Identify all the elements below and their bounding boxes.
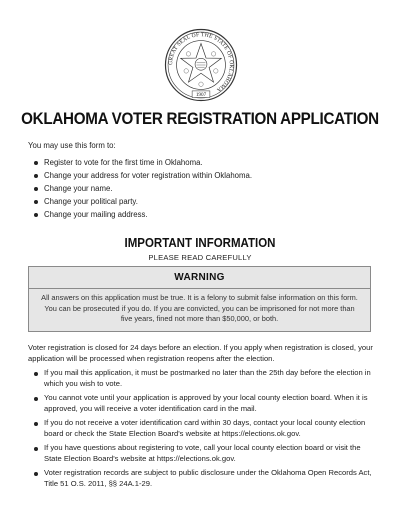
list-item: Change your name.: [34, 182, 252, 195]
intro-text: You may use this form to:: [28, 141, 116, 150]
warning-box: [28, 266, 371, 332]
uses-list: [34, 156, 252, 221]
warning-heading: WARNING: [174, 272, 225, 283]
list-item: Change your address for voter registration within Oklahoma.: [34, 169, 252, 182]
seal-ring-text: GREAT SEAL OF THE STATE OF OKLAHOMA: [168, 32, 234, 93]
list-item: You cannot vote until your application is approved by your local county election board. When it is approved, you will receive a voter identification card in the mail.: [34, 393, 374, 414]
page-title: OKLAHOMA VOTER REGISTRATION APPLICATION: [21, 110, 379, 128]
list-item: Voter registration records are subject to public disclosure under the Oklahoma Open Records Act, Title 51 O.S. 2011, §§ 24A.1-29.: [34, 468, 374, 489]
rules-list: [34, 368, 374, 493]
state-seal-image: [164, 28, 238, 102]
important-heading: IMPORTANT INFORMATION: [124, 236, 276, 250]
list-item: Register to vote for the first time in Oklahoma.: [34, 156, 252, 169]
warning-text: All answers on this application must be true. It is a felony to submit false information on this form. You can be prosecuted if you do. If you are convicted, you can be imprisoned for not more than five years, fined not more than $50,000, or both.: [41, 293, 358, 323]
registration-closed-notice: Voter registration is closed for 24 days before an election. If you apply when registration is closed, your application will be processed when registration reopens after the election.: [28, 343, 373, 363]
list-item: If you have questions about registering to vote, call your local county election board or visit the State Election Board's website at https://elections.ok.gov.: [34, 443, 374, 464]
seal-year: 1907: [195, 92, 207, 99]
list-item: If you mail this application, it must be postmarked no later than the 25th day before the election in which you wish to vote.: [34, 368, 374, 389]
warning-divider: [29, 288, 370, 289]
list-item: Change your political party.: [34, 195, 252, 208]
list-item: If you do not receive a voter identification card within 30 days, contact your local county election board or check the State Election Board's website at https://elections.ok.gov.: [34, 418, 374, 439]
important-subheading: PLEASE READ CAREFULLY: [148, 253, 252, 262]
list-item: Change your mailing address.: [34, 208, 252, 221]
